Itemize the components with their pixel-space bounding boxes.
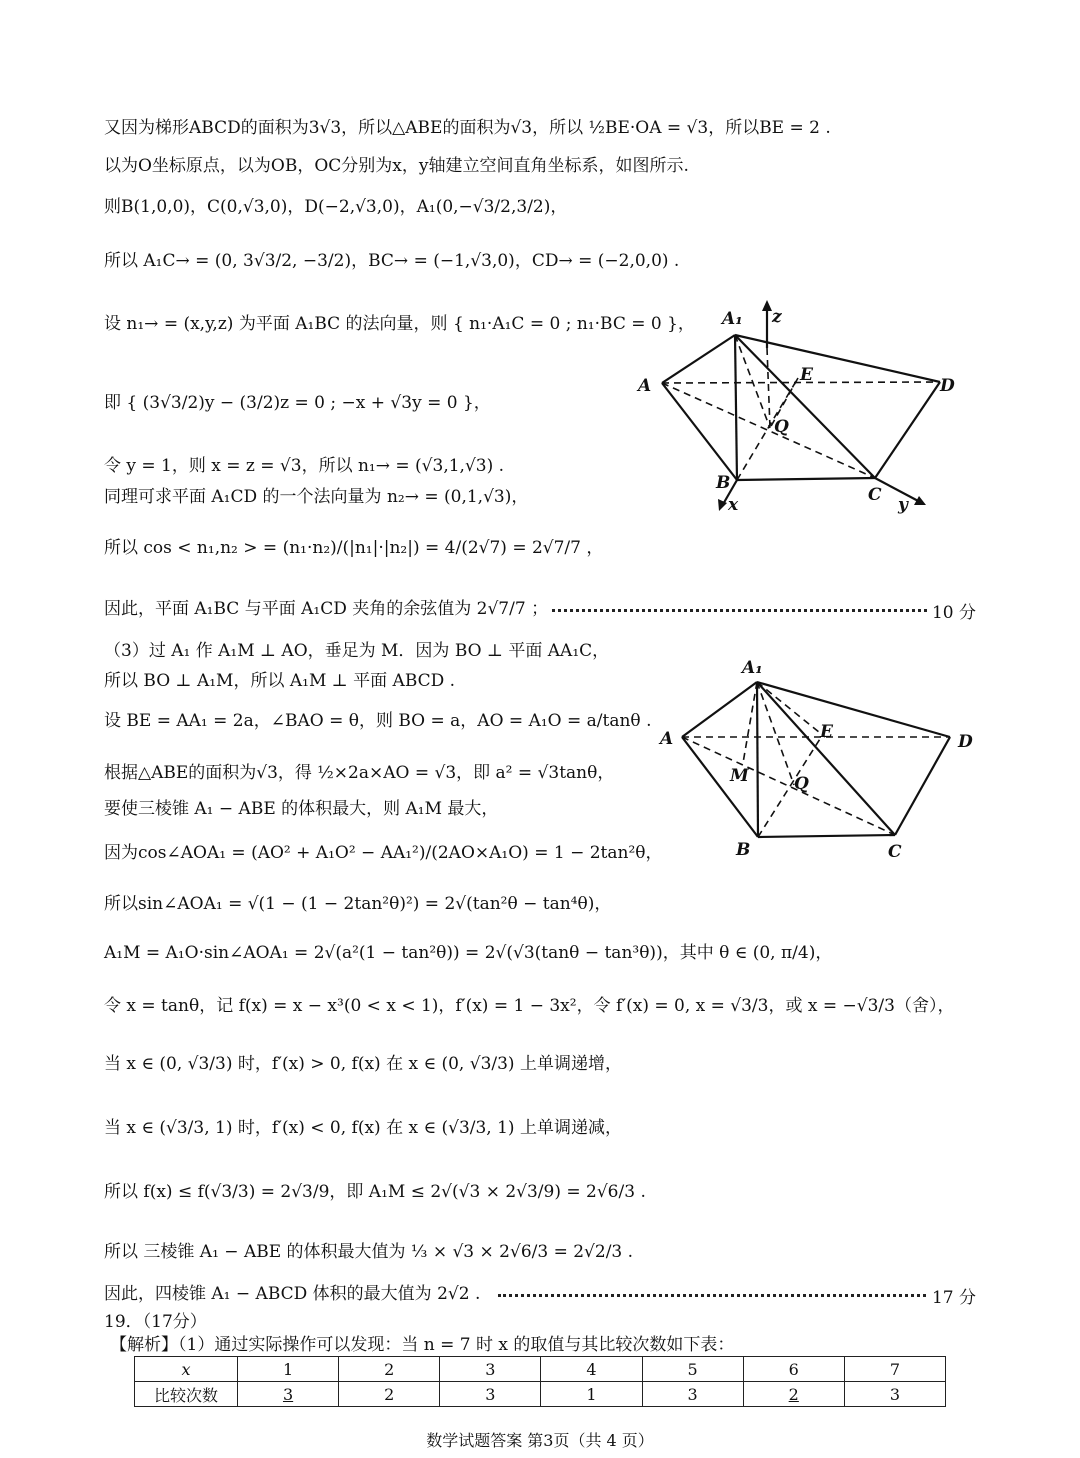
text-line: 所以 cos < n₁,n₂ > = (n₁·n₂)/(|n₁|·|n₂|) = 4/(2√7) = 2√7/7 ， — [104, 538, 604, 558]
text-line: 设 n₁→ = (x,y,z) 为平面 A₁BC 的法向量，则 { n₁·A₁C = 0 ; n₁·BC = 0 }， — [104, 314, 695, 334]
text-line: 【解析】（1）通过实际操作可以发现：当 n = 7 时 x 的取值与其比较次数如下表： — [110, 1335, 735, 1355]
label-d: D — [940, 376, 955, 396]
text-line: 所以 A₁C→ = (0, 3√3/2, −3/2)，BC→ = (−1,√3,0)，CD→ = (−2,0,0) . — [104, 251, 680, 271]
table-header-row — [135, 1357, 946, 1382]
label-a1: A₁ — [742, 658, 763, 678]
table-cell: 3 — [844, 1382, 945, 1407]
table-row — [135, 1382, 946, 1407]
label-y: y — [898, 495, 908, 515]
label-q: Q — [794, 774, 809, 794]
text-line: 令 y = 1，则 x = z = √3，所以 n₁→ = (√3,1,√3) . — [104, 456, 505, 476]
table-cell: 1 — [238, 1357, 339, 1382]
comparison-table — [134, 1356, 946, 1407]
score-leader-dots — [498, 1294, 926, 1297]
text-line: 要使三棱锥 A₁ − ABE 的体积最大，则 A₁M 最大， — [104, 799, 499, 819]
label-c: C — [868, 485, 882, 505]
label-m: M — [730, 766, 749, 786]
label-d: D — [958, 732, 973, 752]
text-line: 根据△ABE的面积为√3，得 ½×2a×AO = √3，即 a² = √3tanθ， — [104, 763, 615, 783]
figure-pyramid-coordinates — [630, 298, 960, 518]
text-line: A₁M = A₁O·sin∠AOA₁ = 2√(a²(1 − tan²θ)) = 2√(√3(tanθ − tan³θ))，其中 θ ∈ (0, π/4)， — [104, 943, 833, 963]
table-cell-value: 3 — [282, 1384, 294, 1404]
text-line: 因为cos∠AOA₁ = (AO² + A₁O² − AA₁²)/(2AO×A₁O) = 1 − 2tan²θ， — [104, 843, 663, 863]
label-c: C — [888, 842, 902, 862]
table-cell: 1 — [541, 1382, 642, 1407]
text-line: 所以 BO ⊥ A₁M，所以 A₁M ⊥ 平面 ABCD . — [104, 671, 456, 691]
table-cell: 2 — [339, 1382, 440, 1407]
score-10: 10 分 — [931, 603, 976, 623]
table-cell: 3 — [440, 1382, 541, 1407]
table-cell: 5 — [642, 1357, 743, 1382]
table-cell: 3 — [440, 1357, 541, 1382]
text-line: 则B(1,0,0)，C(0,√3,0)，D(−2,√3,0)，A₁(0,−√3/2,3/2)， — [104, 197, 568, 217]
table-cell — [238, 1382, 339, 1407]
table-cell: 3 — [642, 1382, 743, 1407]
label-a: A — [638, 376, 652, 396]
text-line: 同理可求平面 A₁CD 的一个法向量为 n₂→ = (0,1,√3)， — [104, 487, 529, 507]
table-cell-value: 2 — [788, 1384, 799, 1404]
text-line: 所以 三棱锥 A₁ − ABE 的体积最大值为 ⅓ × √3 × 2√6/3 = 2√2/3 . — [104, 1242, 634, 1262]
text-line: 又因为梯形ABCD的面积为3√3，所以△ABE的面积为√3，所以 ½BE·OA = √3，所以BE = 2 . — [104, 118, 831, 138]
label-x: x — [728, 495, 739, 515]
table-cell: 4 — [541, 1357, 642, 1382]
table-row-label: 比较次数 — [135, 1382, 238, 1407]
figure-pyramid-m — [650, 655, 980, 865]
text-line: 当 x ∈ (√3/3, 1) 时，f′(x) < 0, f(x) 在 x ∈ (√3/3, 1) 上单调递减， — [104, 1118, 622, 1138]
label-a: A — [660, 729, 674, 749]
label-b: B — [736, 840, 751, 860]
label-a1: A₁ — [722, 309, 743, 329]
label-q: Q — [774, 417, 789, 437]
text-line: 即 { (3√3/2)y − (3/2)z = 0 ; −x + √3y = 0 }， — [104, 393, 491, 413]
page-footer: 数学试题答案 第3页（共 4 页） — [426, 1431, 654, 1450]
score-leader-dots — [552, 609, 927, 612]
text-line: 当 x ∈ (0, √3/3) 时，f′(x) > 0, f(x) 在 x ∈ (0, √3/3) 上单调递增， — [104, 1054, 622, 1074]
text-line: 因此，四棱锥 A₁ − ABCD 体积的最大值为 2√2 . — [104, 1284, 481, 1304]
label-e: E — [800, 365, 813, 385]
text-line: 因此，平面 A₁BC 与平面 A₁CD 夹角的余弦值为 2√7/7 ； — [104, 599, 549, 619]
table-cell: 7 — [844, 1357, 945, 1382]
table-cell: 2 — [339, 1357, 440, 1382]
text-line: 所以 f(x) ≤ f(√3/3) = 2√3/9，即 A₁M ≤ 2√(√3 × 2√3/9) = 2√6/3 . — [104, 1182, 646, 1202]
text-line: 所以sin∠AOA₁ = √(1 − (1 − 2tan²θ)²) = 2√(tan²θ − tan⁴θ)， — [104, 894, 612, 914]
table-cell: 6 — [743, 1357, 844, 1382]
text-line: 设 BE = AA₁ = 2a，∠BAO = θ，则 BO = a，AO = A₁O = a/tanθ . — [104, 711, 652, 731]
question-heading: 19．（17分） — [104, 1312, 207, 1332]
table-header-label: x — [135, 1357, 238, 1382]
text-line: 以为O坐标原点，以为OB，OC分别为x，y轴建立空间直角坐标系，如图所示. — [104, 156, 689, 176]
text-line: 令 x = tanθ，记 f(x) = x − x³(0 < x < 1)，f′(x) = 1 − 3x²，令 f′(x) = 0, x = √3/3，或 x = −√3/3（舍）， — [104, 996, 955, 1016]
label-e: E — [820, 722, 833, 742]
table-cell — [743, 1382, 844, 1407]
label-z: z — [772, 307, 782, 327]
score-17: 17 分 — [931, 1288, 976, 1308]
label-b: B — [716, 473, 731, 493]
text-line: （3）过 A₁ 作 A₁M ⊥ AO，垂足为 M．因为 BO ⊥ 平面 AA₁C， — [104, 641, 610, 661]
